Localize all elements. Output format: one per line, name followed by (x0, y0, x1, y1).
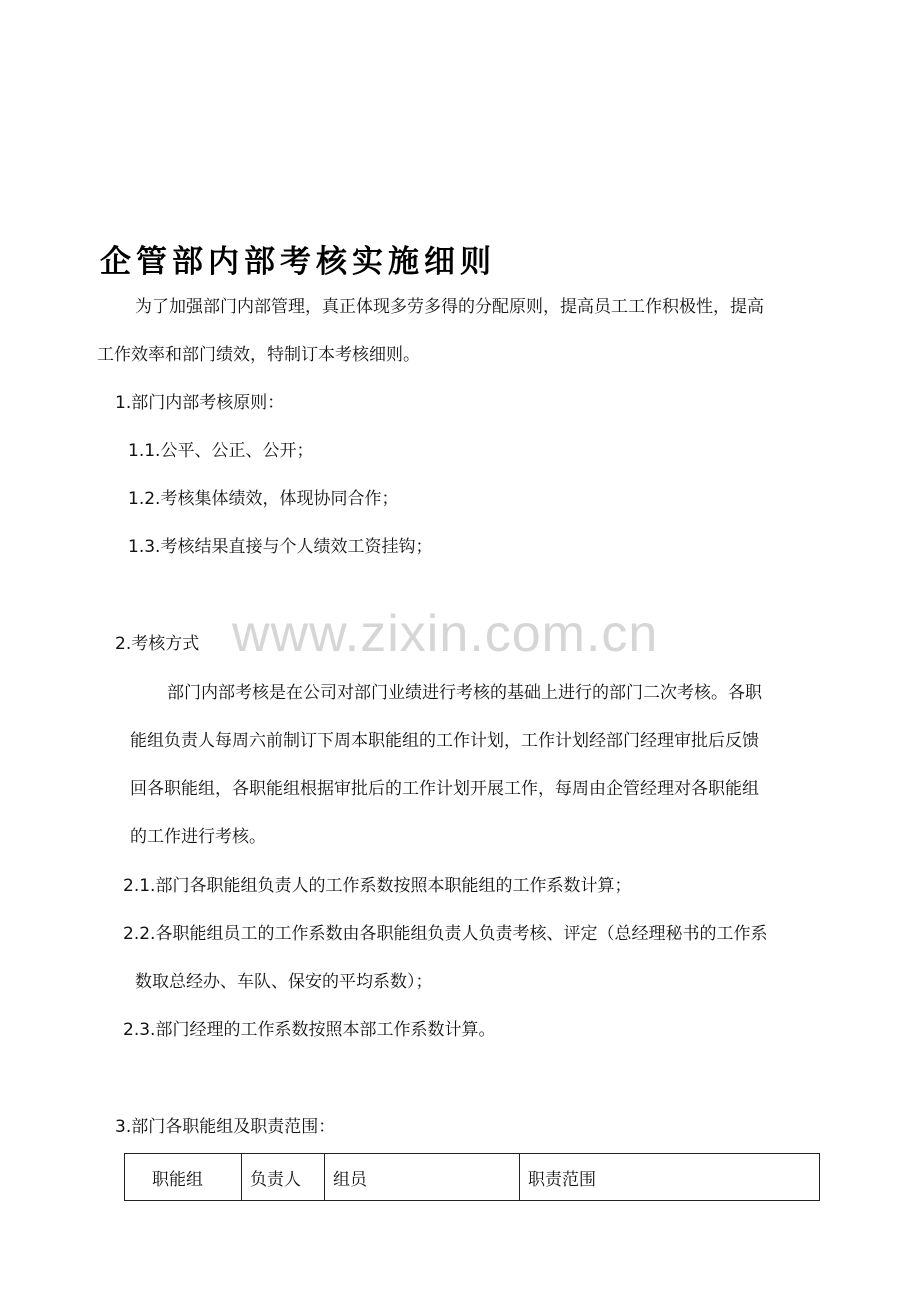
section2-item-2-line-2: 数取总经办、车队、保安的平均系数）； (135, 972, 433, 992)
intro-line-1: 为了加强部门内部管理，真正体现多劳多得的分配原则，提高员工工作积极性，提高 (135, 297, 764, 317)
section2-heading: 2.考核方式 (115, 634, 200, 654)
table-header-row (125, 1154, 820, 1201)
header-responsibilities: 职责范围 (520, 1154, 820, 1201)
document-title: 企管部内部考核实施细则 (100, 244, 496, 280)
header-lead: 负责人 (242, 1154, 325, 1201)
section1-item-3: 1.3.考核结果直接与个人绩效工资挂钩； (128, 537, 433, 557)
watermark: www.zixin.com.cn (232, 605, 659, 663)
section2-body-line-3: 回各职能组，各职能组根据审批后的工作计划开展工作，每周由企管经理对各职能组 (130, 779, 759, 799)
section2-body-line-1: 部门内部考核是在公司对部门业绩进行考核的基础上进行的部门二次考核。各职 (167, 683, 762, 703)
section1-item-1: 1.1.公平、公正、公开； (128, 441, 314, 461)
section1-heading: 1.部门内部考核原则： (115, 393, 285, 413)
header-function-group: 职能组 (125, 1154, 242, 1201)
section2-item-3: 2.3.部门经理的工作系数按照本部工作系数计算。 (123, 1020, 496, 1040)
roles-table (124, 1153, 820, 1201)
section3-heading: 3.部门各职能组及职责范围： (115, 1117, 336, 1137)
section2-item-1: 2.1.部门各职能组负责人的工作系数按照本职能组的工作系数计算； (123, 876, 632, 896)
intro-line-2: 工作效率和部门绩效，特制订本考核细则。 (97, 345, 420, 365)
section1-item-2: 1.2.考核集体绩效，体现协同合作； (128, 489, 399, 509)
section2-body-line-4: 的工作进行考核。 (130, 827, 266, 847)
section2-body-line-2: 能组负责人每周六前制订下周本职能组的工作计划，工作计划经部门经理审批后反馈 (130, 731, 759, 751)
header-members: 组员 (325, 1154, 520, 1201)
section2-item-2-line-1: 2.2.各职能组员工的工作系数由各职能组负责人负责考核、评定（总经理秘书的工作系 (123, 924, 768, 944)
